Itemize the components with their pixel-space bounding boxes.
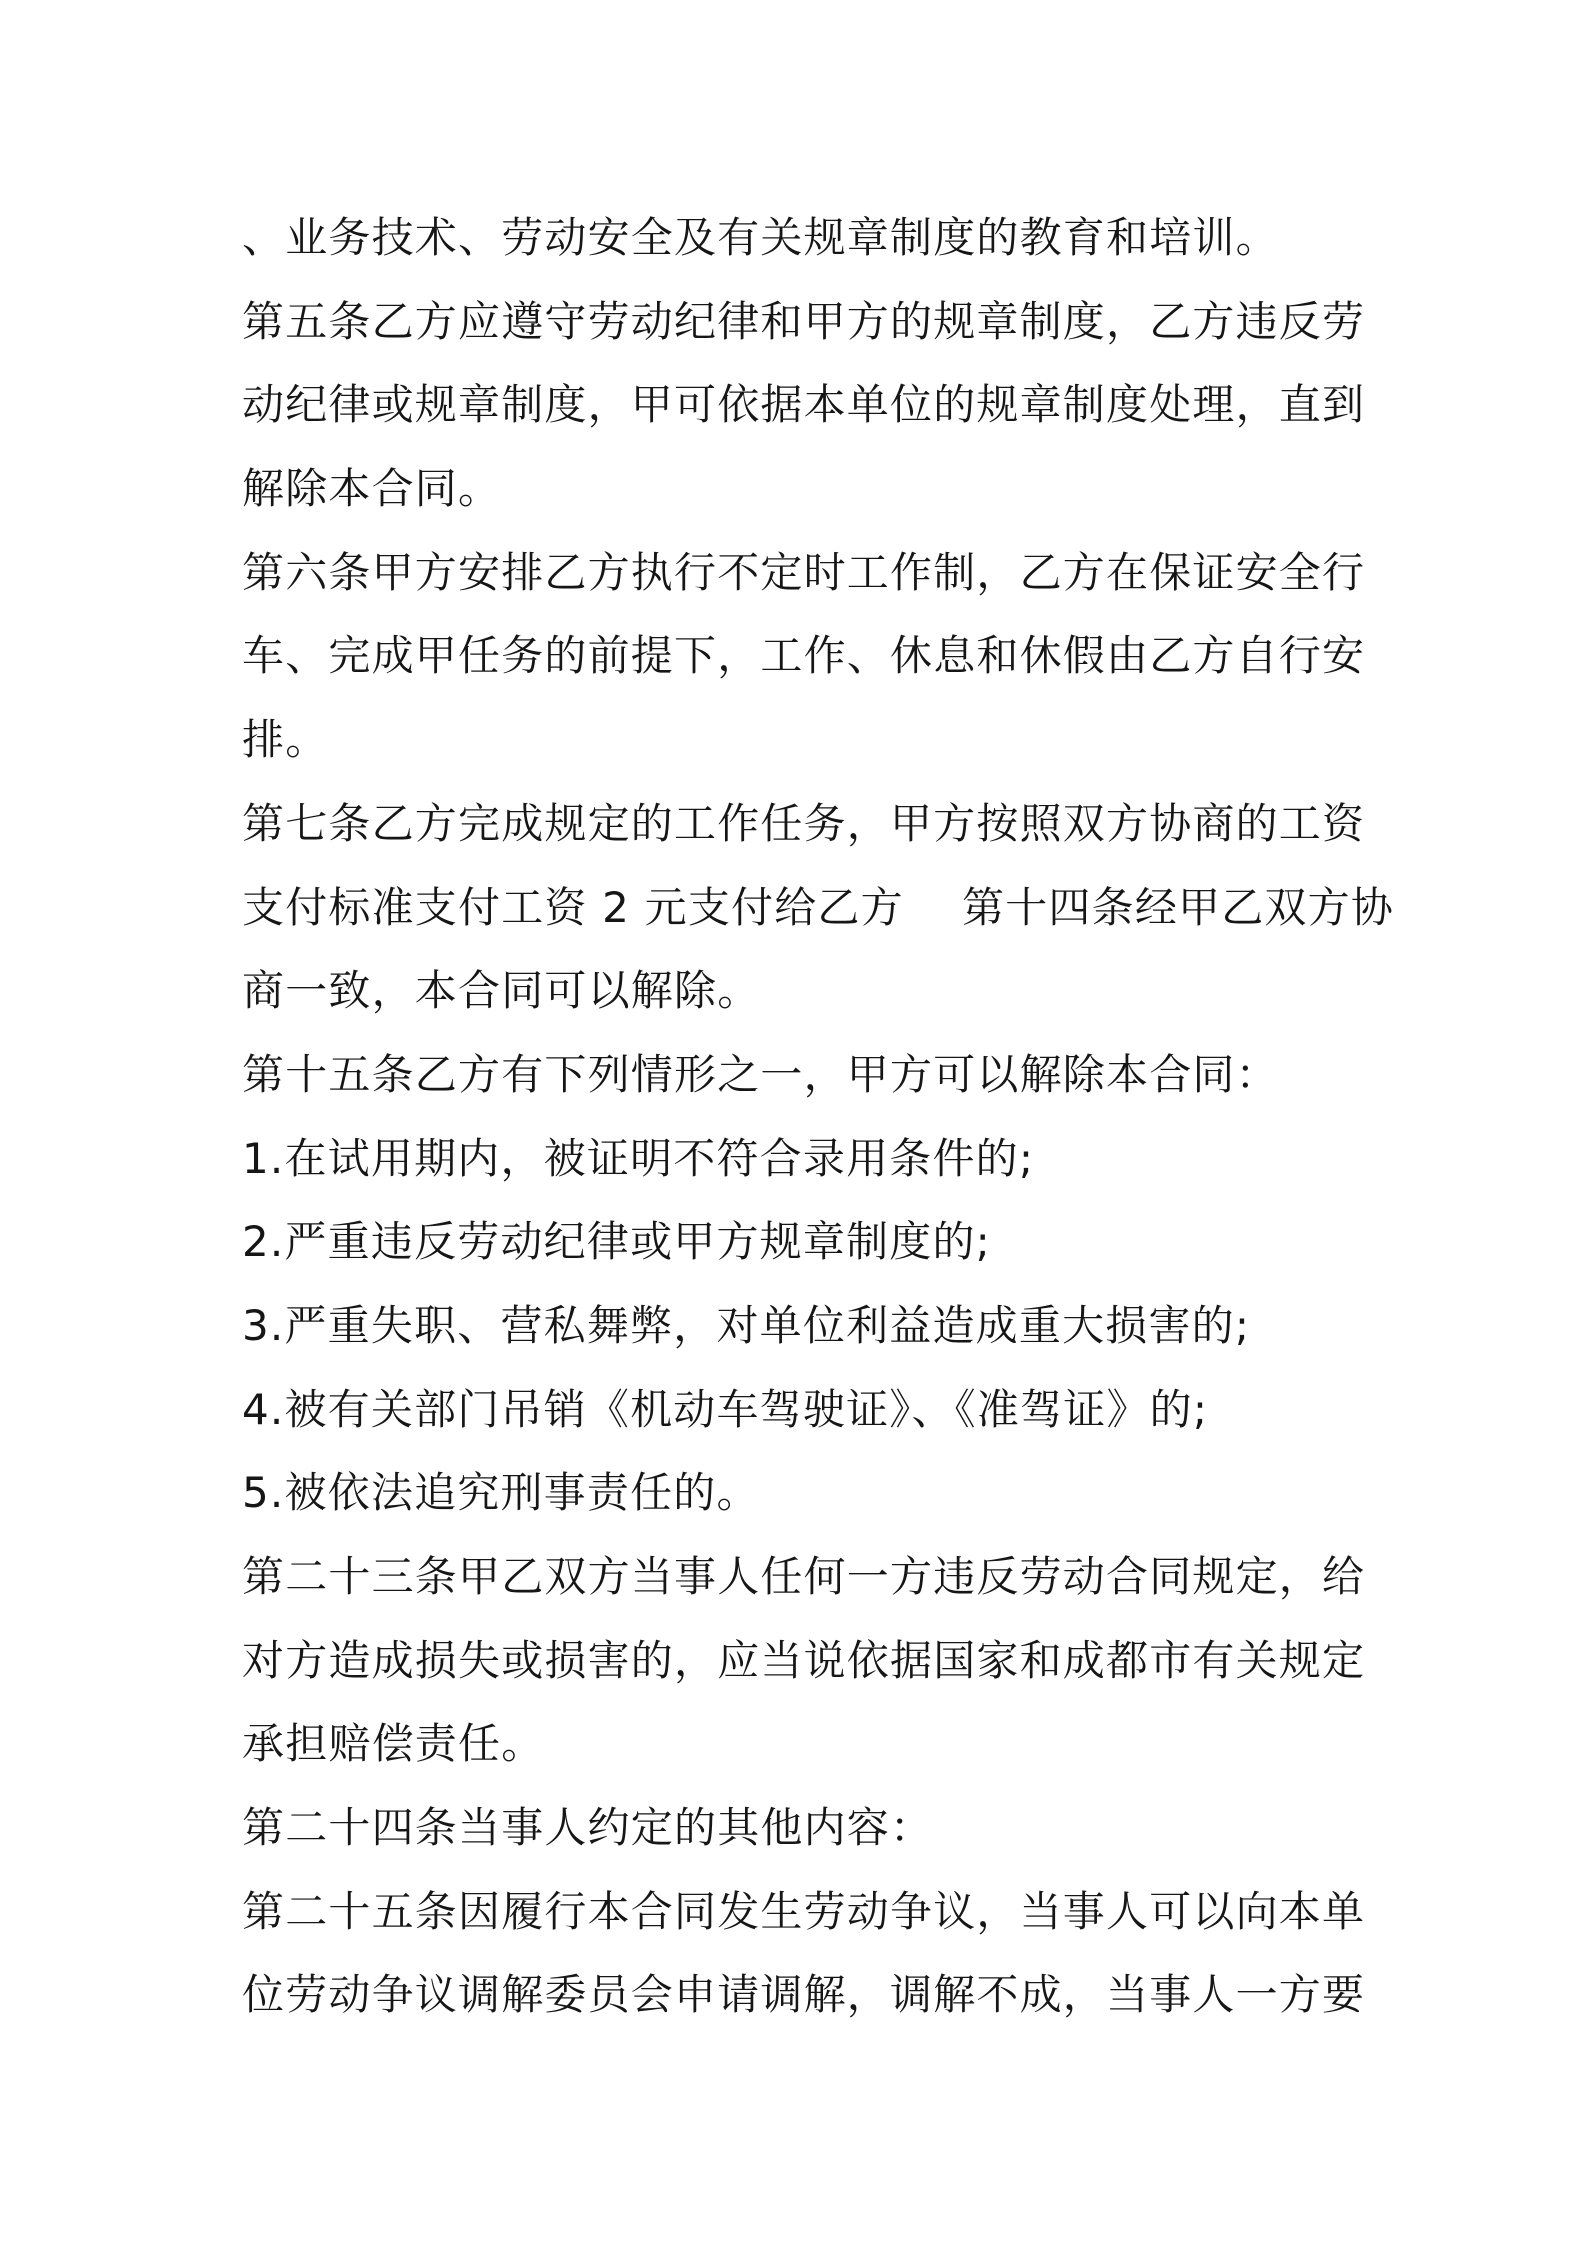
text-line: 第二十五条因履行本合同发生劳动争议，当事人可以向本单 [242,1886,1366,1936]
text-line: 第七条乙方完成规定的工作任务，甲方按照双方协商的工资 [242,798,1366,848]
text-line: 解除本合同。 [242,464,502,514]
text-line: 第五条乙方应遵守劳动纪律和甲方的规章制度，乙方违反劳 [242,296,1366,346]
text-line: 第二十四条当事人约定的其他内容： [242,1803,934,1853]
text-line: 承担赔偿责任。 [242,1719,545,1769]
text-line: 第六条甲方安排乙方执行不定时工作制，乙方在保证安全行 [242,547,1366,597]
text-line: 对方造成损失或损害的，应当说依据国家和成都市有关规定 [242,1635,1366,1685]
contract-text [242,196,1395,2037]
text-line: 4.被有关部门吊销《机动车驾驶证》、《准驾证》的; [242,1384,1209,1434]
text-line: 商一致，本合同可以解除。 [242,966,761,1016]
text-line: 支付标准支付工资 2 元支付给乙方 第十四条经甲乙双方协 [242,882,1395,932]
text-line: 车、完成甲任务的前提下，工作、休息和休假由乙方自行安 [242,631,1366,681]
text-line: 5.被依法追究刑事责任的。 [242,1468,760,1518]
text-line: 3.严重失职、营私舞弊，对单位利益造成重大损害的; [242,1300,1251,1350]
text-line: 位劳动争议调解委员会申请调解，调解不成，当事人一方要 [242,1970,1366,2020]
text-line: 2.严重违反劳动纪律或甲方规章制度的; [242,1217,992,1267]
text-line: 排。 [242,715,329,765]
text-line: 第十五条乙方有下列情形之一，甲方可以解除本合同： [242,1049,1279,1099]
text-line: 1.在试用期内，被证明不符合录用条件的; [242,1133,1035,1183]
text-line: 、业务技术、劳动安全及有关规章制度的教育和培训。 [242,213,1279,262]
text-line: 第二十三条甲乙双方当事人任何一方违反劳动合同规定，给 [242,1552,1366,1601]
text-line: 动纪律或规章制度，甲可依据本单位的规章制度处理，直到 [242,380,1366,430]
